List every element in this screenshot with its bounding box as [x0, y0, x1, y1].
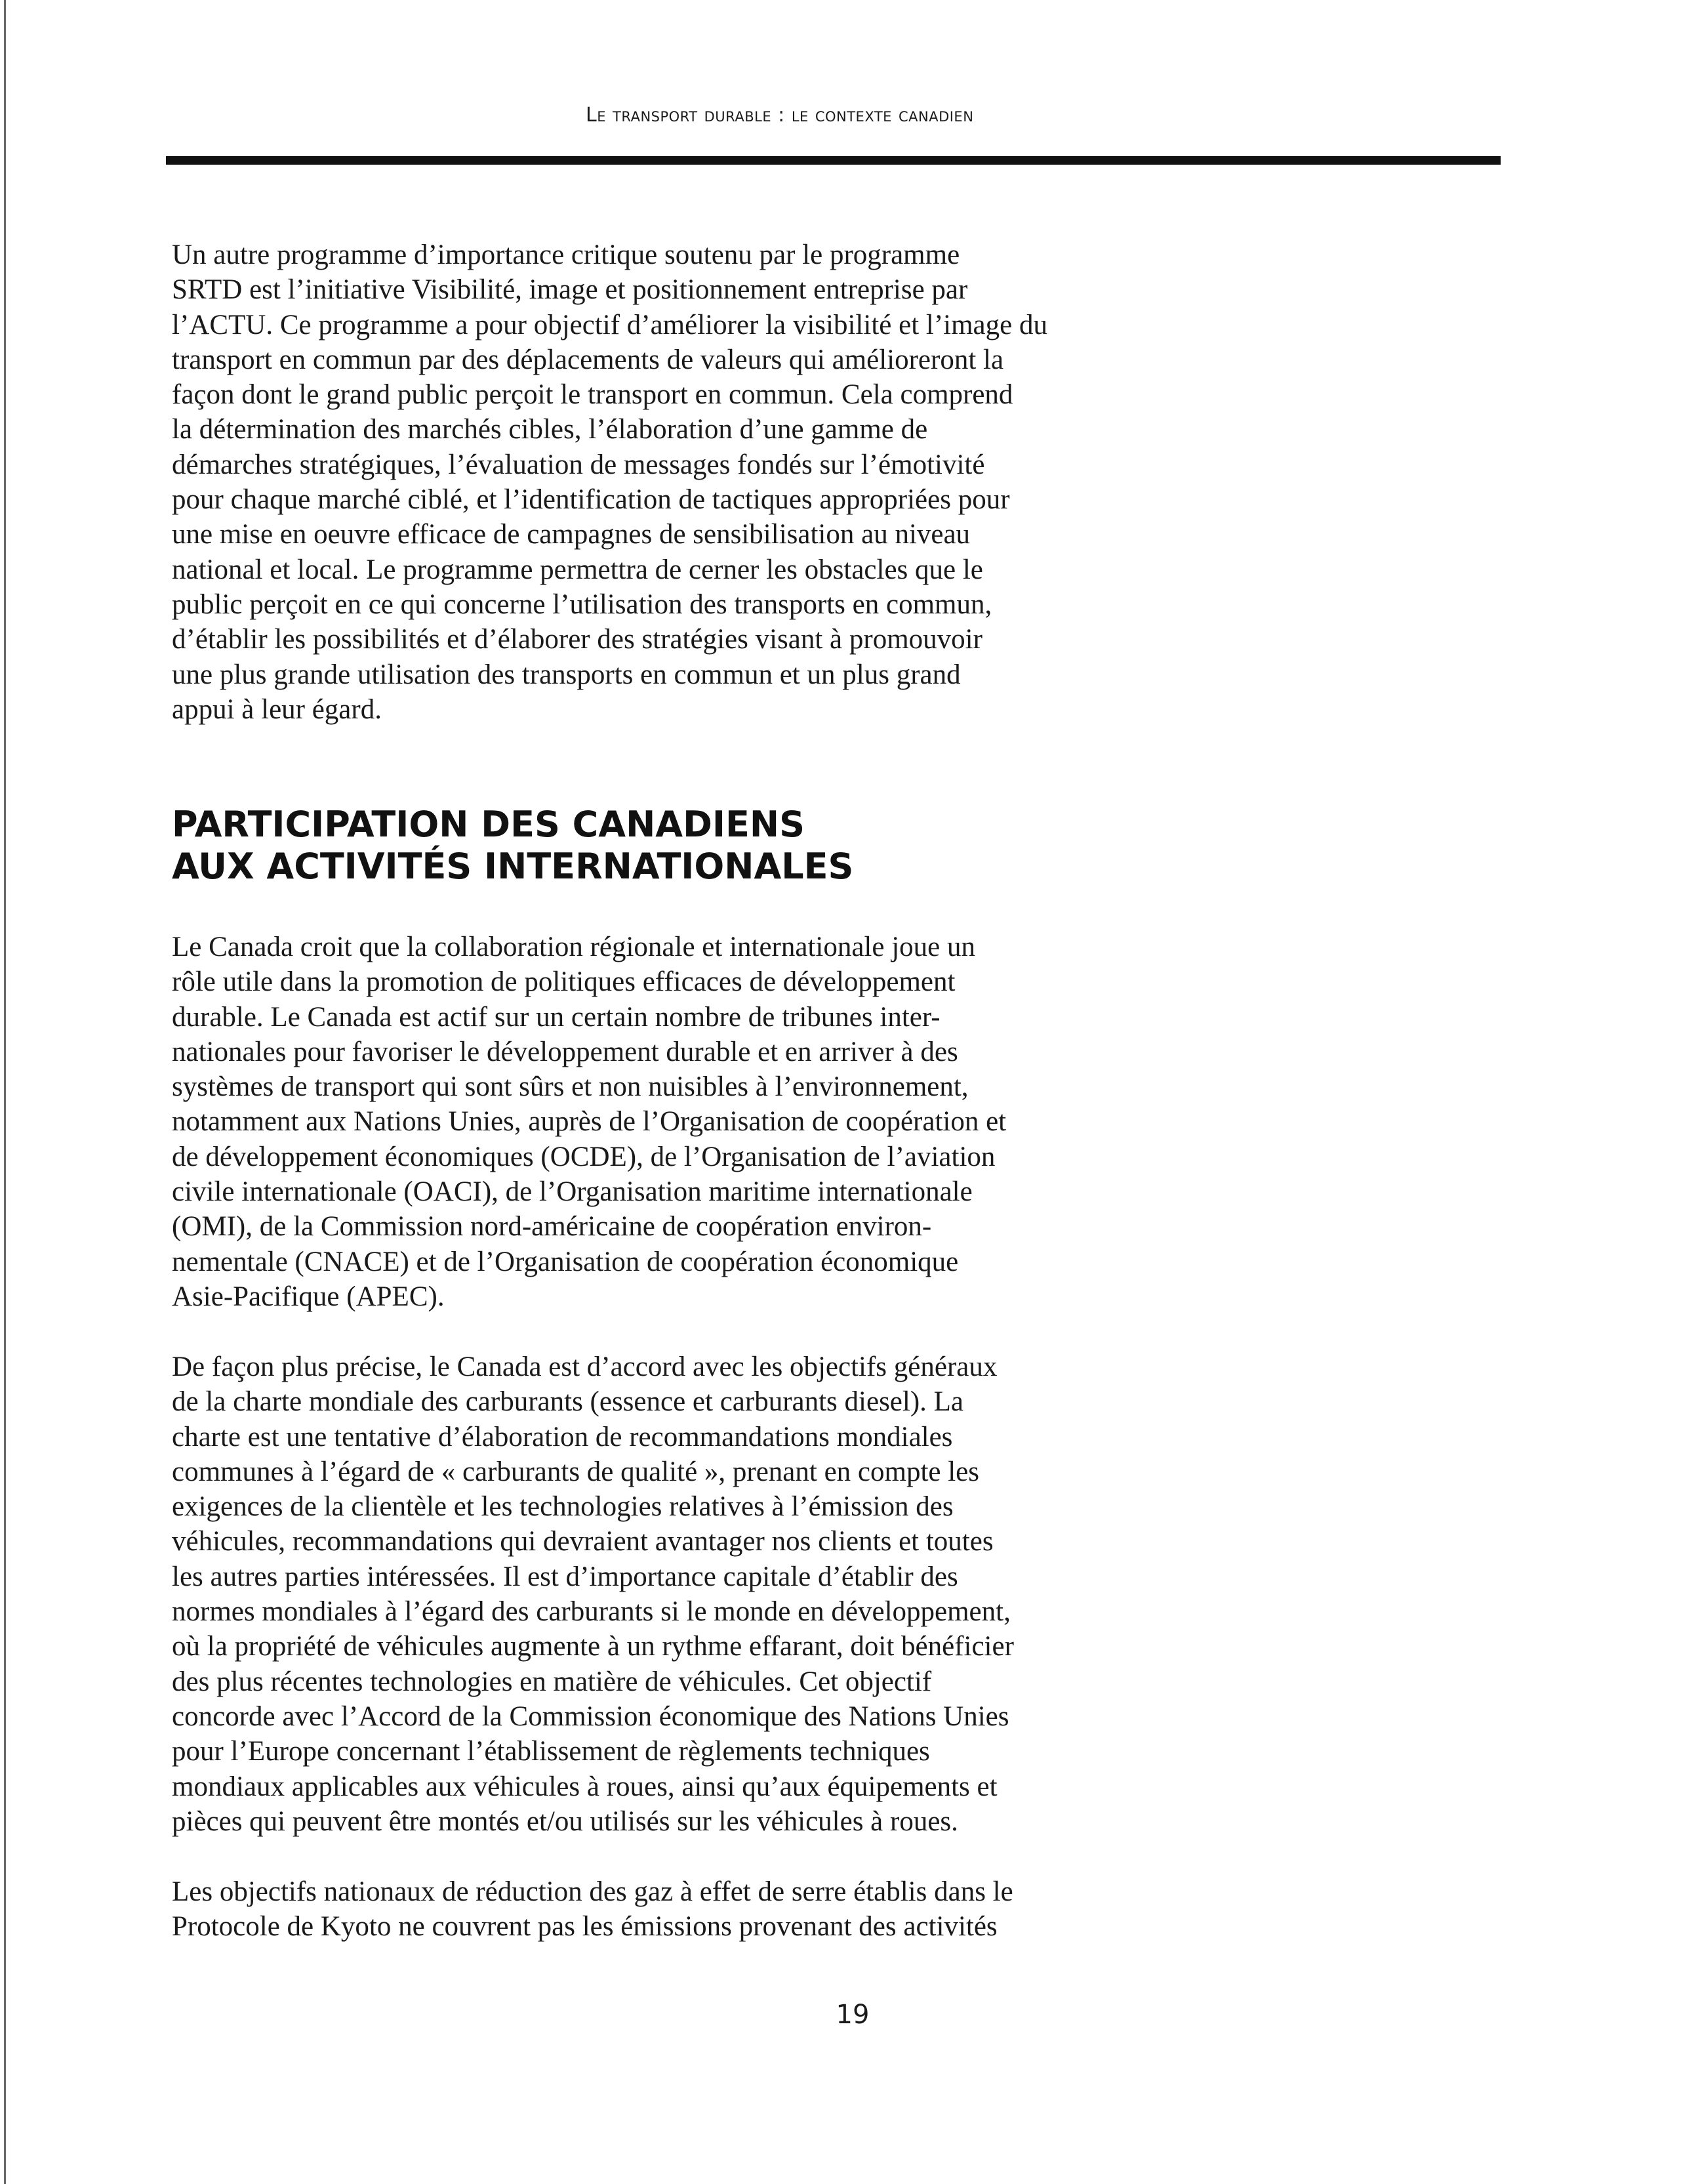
paragraph-line: une mise en oeuvre efficace de campagnes de sensibilisation au niveau — [172, 519, 971, 550]
paragraph-line: SRTD est l’initiative Visibilité, image et positionnement entreprise par — [172, 274, 968, 306]
paragraph-line: (OMI), de la Commission nord-américaine de coopération environ- — [172, 1211, 932, 1243]
paragraph-line: national et local. Le programme permettra de cerner les obstacles que le — [172, 554, 983, 585]
paragraph-line: Le Canada croit que la collaboration régionale et internationale joue un — [172, 932, 975, 962]
paragraph-line: civile internationale (OACI), de l’Organisation maritime internationale — [172, 1176, 973, 1208]
paragraph-line: transport en commun par des déplacements de valeurs qui amélioreront la — [172, 344, 1004, 375]
paragraph-line: rôle utile dans la promotion de politiques efficaces de développement — [172, 966, 956, 998]
paragraph-line: mondiaux applicables aux véhicules à roues, ainsi qu’aux équipements et — [172, 1771, 998, 1802]
paragraph-line: une plus grande utilisation des transports en commun et un plus grand — [172, 659, 961, 690]
paragraph-4 — [172, 1874, 1116, 1945]
paragraph-line: véhicules, recommandations qui devraient avantager nos clients et toutes — [172, 1526, 994, 1557]
heading-line: AUX ACTIVITÉS INTERNATIONALES — [172, 846, 854, 887]
paragraph-line: public perçoit en ce qui concerne l’utilisation des transports en commun, — [172, 588, 992, 620]
paragraph-line: Asie-Pacifique (APEC). — [172, 1281, 445, 1312]
paragraph-line: où la propriété de véhicules augmente à un rythme effarant, doit bénéficier — [172, 1631, 1014, 1662]
paragraph-line: exigences de la clientèle et les technologies relatives à l’émission des — [172, 1491, 954, 1523]
paragraph-line: systèmes de transport qui sont sûrs et non nuisibles à l’environnement, — [172, 1071, 969, 1103]
paragraph-line: pièces qui peuvent être montés et/ou utilisés sur les véhicules à roues. — [172, 1805, 958, 1837]
paragraph-line: de développement économiques (OCDE), de l’Organisation de l’aviation — [172, 1141, 996, 1172]
paragraph-line: nementale (CNACE) et de l’Organisation de coopération économique — [172, 1246, 959, 1277]
paragraph-line: pour chaque marché ciblé, et l’identification de tactiques appropriées pour — [172, 484, 1010, 516]
paragraph-line: démarches stratégiques, l’évaluation de messages fondés sur l’émotivité — [172, 449, 985, 480]
paragraph-line: concorde avec l’Accord de la Commission économique des Nations Unies — [172, 1700, 1009, 1732]
paragraph-line: notamment aux Nations Unies, auprès de l’Organisation de coopération et — [172, 1106, 1007, 1138]
paragraph-line: nationales pour favoriser le développement durable et en arriver à des — [172, 1036, 958, 1067]
paragraph-line: De façon plus précise, le Canada est d’accord avec les objectifs généraux — [172, 1351, 998, 1382]
running-header: Le transport durable : le contexte canadien — [586, 104, 974, 127]
paragraph-2 — [172, 930, 1116, 1314]
paragraph-1 — [172, 237, 1116, 727]
paragraph-line: de la charte mondiale des carburants (essence et carburants diesel). La — [172, 1386, 964, 1418]
paragraph-line: normes mondiales à l’égard des carburants si le monde en développement, — [172, 1596, 1011, 1628]
heading-line: PARTICIPATION DES CANADIENS — [172, 804, 805, 845]
paragraph-line: d’établir les possibilités et d’élaborer des stratégies visant à promouvoir — [172, 624, 982, 655]
page-number: 19 — [836, 2000, 870, 2030]
paragraph-line: des plus récentes technologies en matière de véhicules. Cet objectif — [172, 1666, 932, 1697]
paragraph-line: Les objectifs nationaux de réduction des gaz à effet de serre établis dans le — [172, 1876, 1013, 1907]
paragraph-line: appui à leur égard. — [172, 693, 382, 725]
section-heading — [172, 804, 853, 888]
header-rule — [166, 156, 1501, 165]
paragraph-line: Un autre programme d’importance critique soutenu par le programme — [172, 239, 960, 270]
paragraph-line: les autres parties intéressées. Il est d’importance capitale d’établir des — [172, 1561, 958, 1592]
scan-edge-line — [4, 0, 6, 2184]
paragraph-3 — [172, 1350, 1116, 1839]
paragraph-line: la détermination des marchés cibles, l’élaboration d’une gamme de — [172, 414, 928, 445]
paragraph-line: l’ACTU. Ce programme a pour objectif d’améliorer la visibilité et l’image du — [172, 309, 1047, 340]
paragraph-line: façon dont le grand public perçoit le transport en commun. Cela comprend — [172, 379, 1013, 411]
paragraph-line: charte est une tentative d’élaboration de recommandations mondiales — [172, 1421, 953, 1453]
paragraph-line: pour l’Europe concernant l’établissement de règlements techniques — [172, 1736, 930, 1767]
paragraph-line: communes à l’égard de « carburants de qualité », prenant en compte les — [172, 1456, 980, 1487]
paragraph-line: Protocole de Kyoto ne couvrent pas les émissions provenant des activités — [172, 1911, 998, 1943]
paragraph-line: durable. Le Canada est actif sur un certain nombre de tribunes inter- — [172, 1001, 941, 1033]
